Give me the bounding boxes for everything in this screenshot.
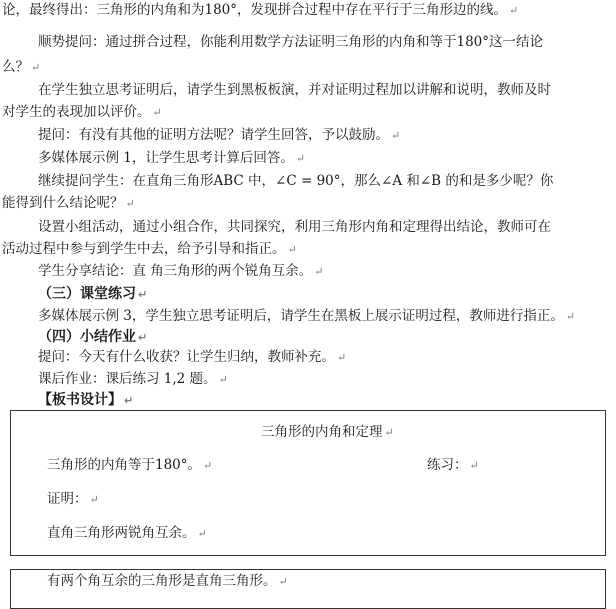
paragraph-line: 在学生独立思考证明后，请学生到黑板板演，并对证明过程加以讲解和说明，教师及时	[38, 82, 551, 98]
section-heading-summary: （四）小结作业 ↵	[38, 329, 148, 345]
paragraph-line: 学生分享结论：直 角三角形的两个锐角互余。 ↵	[38, 263, 324, 279]
board-design-box	[10, 410, 606, 556]
section-heading-practice: （三）课堂练习 ↵	[38, 286, 148, 302]
paragraph-line: 对学生的表现加以评价。 ↵	[2, 104, 162, 120]
paragraph-line: 课后作业：课后练习 1,2 题。 ↵	[38, 371, 228, 387]
board-converse-text: 有两个角互余的三角形是直角三角形。 ↵	[47, 573, 288, 589]
board-proof-label: 证明： ↵	[47, 491, 99, 507]
paragraph-line: 多媒体展示例 3，学生独立思考证明后，请学生在黑板上展示证明过程，教师进行指正。 ↵	[38, 308, 576, 324]
paragraph-line: 多媒体展示例 1，让学生思考计算后回答。 ↵	[38, 150, 306, 166]
board-corollary-text: 直角三角形两锐角互余。 ↵	[47, 525, 207, 541]
board-practice-label: 练习： ↵	[427, 457, 479, 473]
paragraph-line: 论，最终得出：三角形的内角和为180°，发现拼合过程中存在平行于三角形边的线。 ↵	[2, 2, 519, 18]
board-design-box-continued	[10, 569, 606, 609]
paragraph-line: 提问：今天有什么收获？让学生归纳，教师补充。 ↵	[38, 349, 347, 365]
paragraph-line: 能得到什么结论呢？ ↵	[2, 195, 135, 211]
paragraph-line: 顺势提问：通过拼合过程，你能利用数学方法证明三角形的内角和等于180°这一结论	[38, 34, 544, 50]
board-title: 三角形的内角和定理 ↵	[261, 424, 394, 440]
board-theorem-text: 三角形的内角等于180°。 ↵	[47, 457, 213, 473]
paragraph-line: 提问：有没有其他的证明方法呢？请学生回答，予以鼓励。 ↵	[38, 127, 401, 143]
paragraph-line: 活动过程中参与到学生中去，给予引导和指正。 ↵	[2, 241, 297, 257]
paragraph-line: 继续提问学生：在直角三角形ABC 中，∠C = 90°，那么∠A 和∠B 的和是多少呢？你	[38, 173, 554, 189]
section-heading-board-design: 【板书设计】 ↵	[38, 392, 134, 408]
paragraph-line: 么？ ↵	[2, 59, 41, 75]
paragraph-line: 设置小组活动，通过小组合作，共同探究，利用三角形内角和定理得出结论，教师可在	[38, 219, 551, 235]
